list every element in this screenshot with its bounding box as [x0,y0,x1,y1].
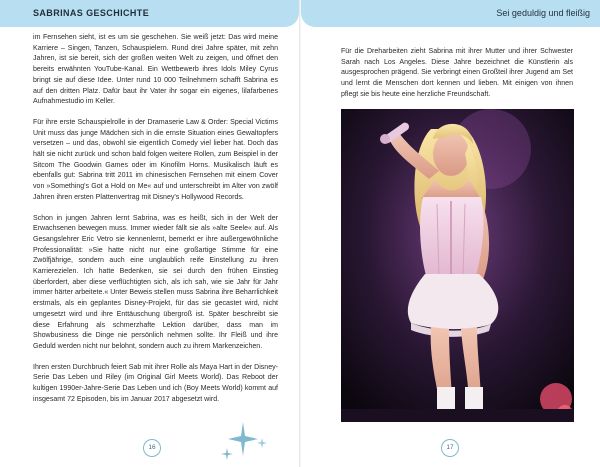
chapter-title: SABRINAS GESCHICHTE [33,8,150,18]
right-page-body [341,47,573,101]
book-gutter [299,0,301,467]
body-paragraph: im Fernsehen sieht, ist es um sie geschehen. Sie weiß jetzt: Das wird meine Karriere – Singen, Tanzen, Schauspielern. Rund drei Jahre später, mit zehn Jahren, ist sie bereit, sich der großen weiten Welt zu zeigen, und öffnet den bereits erwähnten YouTube-Kanal. Ein Wettbewerb ihres Idols Miley Cyrus bringt sie auf diese Idee. Unter rund 10 000 Teilnehmern schafft Sabrina es auf den dritten Platz. Dafür baut ihr Vater ihr sogar ein eigenes, lilafarbenes Aufnahmestudio im Keller. [33,34,278,106]
performer-illustration [341,109,574,422]
body-paragraph: Für die Dreharbeiten zieht Sabrina mit ihrer Mutter und ihrer Schwester Sarah nach Los Angeles. Diese Jahre bezeichnet die Künstlerin als ausgesprochen prägend. Sie verbringt einen Großteil ihrer Jugend am Set und lernt die Menschen dort kennen und lieben. Mit einigen von ihnen pflegt sie bis heute eine herzliche Freundschaft. [341,48,573,98]
page-number-right: 17 [441,439,459,457]
body-paragraph: Schon in jungen Jahren lernt Sabrina, was es heißt, sich in der Welt der Erwachsenen bewegen muss. Immer wieder fällt sie als »alte Seele« auf. Als Gesangslehrer Eric Vetro sie kennenlernt, bemerkt er ihre außergewöhnliche Professionalität: »Sie hatte nicht nur eine großartige Stimme für eine Zwölfjährige, sondern auch eine unglaublich reife Einstellung zu ihren Karrierezielen. Ich hatte Bedenken, sie sei durch den frühen Einstieg überfordert, aber diese verflüchtigten sich, als ich sah, wie sie Jahr für Jahr immer härter arbeitete.« Unter Beweis stellen muss Sabrina ihre Beharrlichkeit erstmals, als ein geplantes Disney-Projekt, für das sie gecastet wird, nicht umgesetzt wird und ihre Enttäuschung übergroß ist. Später beschreibt sie diese Erfahrung als schmerzhafte Lektion darüber, dass man im Showbusiness die Dinge nie persönlich nehmen sollte. Ihr Fleiß und ihre Geduld werden nicht nur belohnt, sondern auch zu ihrem Markenzeichen. [33,214,278,350]
page-number-left: 16 [143,439,161,457]
sparkle-icon [257,438,267,448]
left-page-body [33,33,278,416]
body-paragraph: Ihren ersten Durchbruch feiert Sab mit ihrer Rolle als Maya Hart in der Disney-Serie Das Leben und Riley (im Original Girl Meets World). Das Reboot der kultigen 1990er-Jahre-Serie Das Leben und ich (Boy Meets World) kommt auf insgesamt 72 Episoden, bis im Januar 2017 abgesetzt wird. [33,363,278,403]
section-title: Sei geduldig und fleißig [496,8,590,18]
concert-photo [341,109,574,422]
sparkle-icon [221,448,233,460]
body-paragraph: Für ihre erste Schauspielrolle in der Dramaserie Law & Order: Special Victims Unit muss das junge Mädchen sich in die ernste Situation eines Gewaltopfers versetzen – und das, obwohl sie eigentlich Comedy viel lieber hat. Doch das hält sie nicht zurück und schon bald folgen weitere Rollen, zum Beispiel in der Sitcom The Goodwin Games oder im Kinofilm Horns. Musikalisch läuft es ebenfalls gut: Sabrina tritt 2011 im chinesischen Fernsehen mit einem Cover von »Something's Got a Hold on Me« auf und unterschreibt im Alter von zwölf Jahren ihren ersten Plattenvertrag mit Disney's Hollywood Records. [33,118,278,201]
left-page-header [0,0,299,27]
right-page-header [301,0,600,27]
